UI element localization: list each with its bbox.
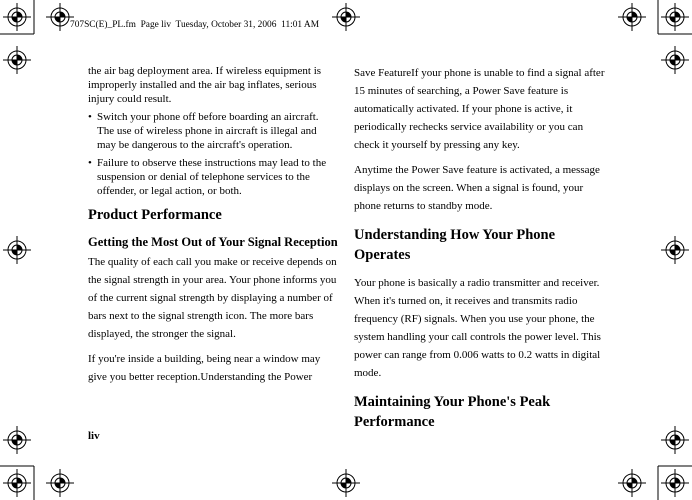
registration-mark-top-right-icon (661, 3, 689, 31)
registration-mark-left-bottom-icon (3, 426, 31, 454)
registration-mark-bottom-right-icon (661, 469, 689, 497)
intro-continuation: the air bag deployment area. If wireless equipment is improperly installed and the air bag inflates, serious injury could result. (88, 65, 322, 105)
registration-mark-right-middle-icon (661, 236, 689, 264)
page-number: liv (88, 430, 100, 442)
registration-mark-top-center-icon (332, 3, 360, 31)
bullet-icon: • (88, 157, 92, 169)
right-column (354, 64, 606, 441)
warning-bullet-list (88, 110, 338, 198)
building-reception-paragraph: If you're inside a building, being near a window may give you better reception.Understanding the Power (88, 353, 321, 383)
file-slug-header: 707SC(E)_PL.fm Page liv Tuesday, October 31, 2006 11:01 AM (70, 20, 320, 30)
registration-mark-top-right-inner-icon (618, 3, 646, 31)
list-item (88, 110, 338, 152)
registration-mark-bottom-left-inner-icon (46, 469, 74, 497)
registration-mark-left-top-icon (3, 46, 31, 74)
registration-mark-top-left-icon (3, 3, 31, 31)
bullet-text: Failure to observe these instructions may lead to the suspension or denial of telephone services to the offender, or legal action, or both. (97, 157, 327, 197)
bullet-text: Switch your phone off before boarding an aircraft. The use of wireless phone in aircraft is illegal and may be dangerous to the aircraft's operation. (97, 111, 319, 151)
registration-mark-bottom-left-icon (3, 469, 31, 497)
section-heading-product-performance: Product Performance (88, 207, 222, 223)
registration-mark-left-middle-icon (3, 236, 31, 264)
bullet-icon: • (88, 111, 92, 123)
radio-transmitter-paragraph: Your phone is basically a radio transmitter and receiver. When it's turned on, it receives and transmits radio frequency (RF) signals. When you use your phone, the system handling your call controls the power level. This power can range from 0.006 watts to 0.2 watts in digital mode. (354, 277, 601, 379)
section-heading-peak-performance: Maintaining Your Phone's Peak Performance (354, 394, 551, 430)
left-column (88, 64, 338, 393)
subsection-heading-signal-reception: Getting the Most Out of Your Signal Reception (88, 235, 338, 249)
signal-strength-paragraph: The quality of each call you make or receive depends on the signal strength in your area. Your phone informs you of the current signal strength by displaying a number of bars next to the signal strength icon. The more bars displayed, the stronger the signal. (88, 256, 337, 340)
power-save-message-paragraph: Anytime the Power Save feature is activated, a message displays on the screen. When a signal is found, your phone returns to standby mode. (354, 164, 600, 212)
registration-mark-right-bottom-icon (661, 426, 689, 454)
list-item (88, 156, 338, 198)
section-heading-how-phone-operates: Understanding How Your Phone Operates (354, 227, 556, 263)
registration-mark-bottom-center-icon (332, 469, 360, 497)
registration-mark-bottom-right-inner-icon (618, 469, 646, 497)
power-save-paragraph: Save FeatureIf your phone is unable to find a signal after 15 minutes of searching, a Power Save feature is automatically activated. If your phone is active, it periodically rechecks service availability or you can check it yourself by pressing any key. (354, 67, 605, 151)
registration-mark-right-top-icon (661, 46, 689, 74)
